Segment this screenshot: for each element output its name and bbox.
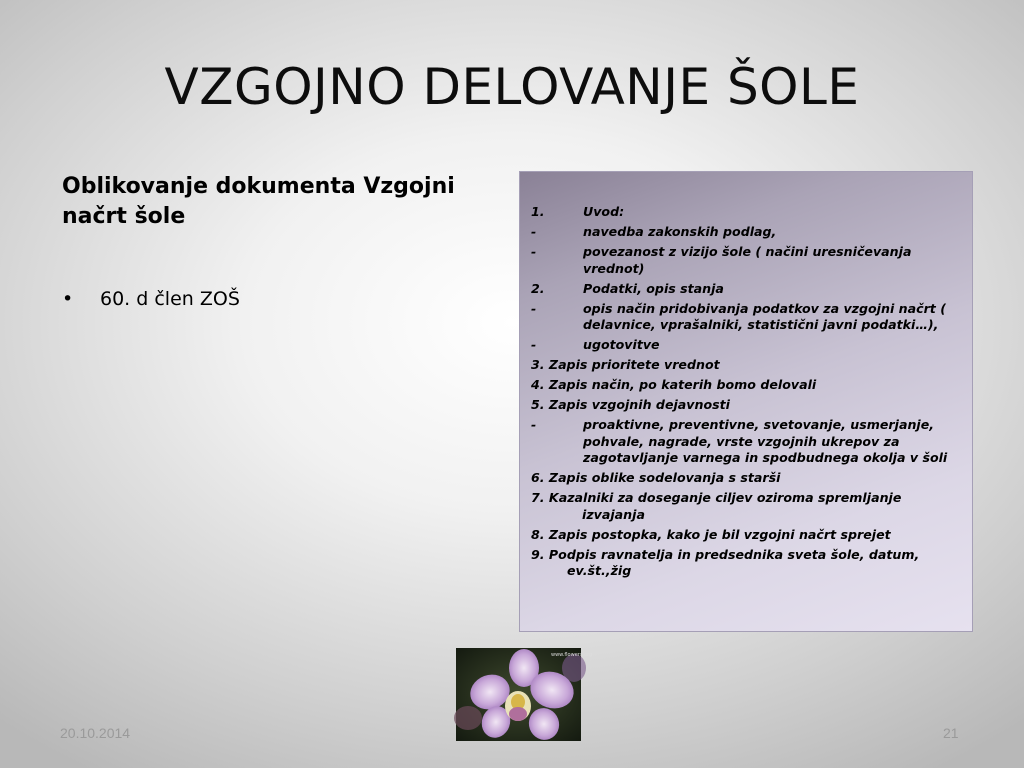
- list-item: 9. Podpis ravnatelja in predsednika sveta šole, datum, ev.št.,žig: [531, 546, 920, 578]
- list-item: 8. Zapis postopka, kako je bil vzgojni načrt sprejet: [531, 526, 891, 542]
- list-item: 7. Kazalniki za doseganje ciljev oziroma spremljanje izvajanja: [531, 490, 902, 522]
- item-dash: -: [531, 244, 537, 259]
- list-item: [531, 204, 956, 221]
- item-dash: -: [531, 300, 537, 316]
- list-item: 4. Zapis način, po katerih bomo delovali: [531, 377, 817, 392]
- footer-page-number: 21: [943, 725, 959, 741]
- list-item: 6. Zapis oblike sodelovanja s starši: [531, 470, 781, 485]
- content-panel: [519, 171, 973, 632]
- item-text: ugotovitve: [583, 337, 660, 352]
- item-text: povezanost z vizijo šole ( načini uresničevanja vrednot): [583, 244, 912, 276]
- item-dash: -: [531, 417, 537, 432]
- image-watermark: www.flowers.org: [551, 652, 593, 658]
- item-dash: -: [531, 224, 537, 239]
- item-number: 2.: [531, 280, 545, 296]
- item-text: proaktivne, preventivne, svetovanje, usmerjanje, pohvale, nagrade, vrste vzgojnih ukrepov za zagotavljanje varnega in spodbudnega okolja v šoli: [583, 417, 948, 465]
- item-text: opis način pridobivanja podatkov za vzgojni načrt ( delavnice, vprašalniki, statistični javni podatki…),: [583, 300, 946, 332]
- item-text: navedba zakonskih podlag,: [583, 224, 777, 239]
- list-item: [531, 244, 956, 277]
- bullet-text: 60. d člen ZOŠ: [100, 288, 240, 310]
- bullet-marker: •: [62, 288, 74, 310]
- item-text: Podatki, opis stanja: [583, 280, 724, 296]
- item-text: Uvod:: [583, 204, 625, 219]
- orchid-image: [456, 648, 593, 741]
- bullet-item: [62, 288, 240, 310]
- list-item: 5. Zapis vzgojnih dejavnosti: [531, 397, 730, 412]
- item-dash: -: [531, 337, 537, 352]
- list-item: [531, 281, 956, 298]
- subheading: Oblikovanje dokumenta Vzgojni načrt šole: [62, 174, 455, 229]
- footer-date: 20.10.2014: [60, 725, 131, 741]
- list-item: [531, 417, 956, 467]
- slide-title: VZGOJNO DELOVANJE ŠOLE: [164, 58, 860, 116]
- list-item: 3. Zapis prioritete vrednot: [531, 357, 720, 372]
- bullet-list: [62, 288, 240, 310]
- item-number: 1.: [531, 204, 545, 219]
- list-item: [531, 224, 956, 241]
- orchid-flower-icon: [456, 648, 593, 741]
- list-item: [531, 337, 956, 354]
- list-item: [531, 301, 956, 334]
